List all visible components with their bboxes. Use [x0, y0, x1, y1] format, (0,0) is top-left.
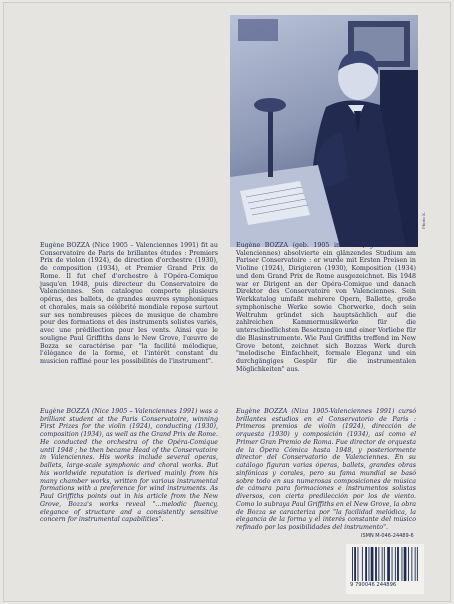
- ismn-number: ISMN M-046-24489-6: [361, 533, 414, 539]
- photo-credit: Photo X.: [421, 211, 426, 229]
- barcode-digits: 9 790046 244896: [350, 582, 397, 588]
- barcode: [346, 544, 424, 594]
- back-cover-page: [3, 2, 451, 602]
- biography-spanish: Eugène BOZZA (Niza 1905-Valenciennes 1991) cursó brillantes estudios en el Conservatorio de Paris : Primeros premios de violín (1924), dirección de orquesta (1930) y composición (1934), así como el Primer Gran Premio de Roma. Fue director de orquesta de la Ópera Cómica hasta 1948, y posteriormente director del Conservatorio de Valenciennes. En su catálogo figuran varias óperas, ballets, grandes obras sinfónicas y corales, pero su fama mundial se basó sobre todo en sus numerosas composiciones de música de cámara para formaciones e instrumentos solistas diversos, con cierta predilección por los de viento. Como lo subraya Paul Griffiths en el New Grove, la obra de Bozza se caracteriza por "la facilidad melódica, la elegancia de la forma y el interés constante del músico refinado por las posibilidades del instrumento".: [236, 408, 416, 532]
- biography-english: Eugène BOZZA (Nice 1905 – Valenciennes 1991) was a brilliant student at the Paris Conservatoire, winning First Prizes for the violin (1924), conducting (1930), composition (1934), as well as the Grand Prix de Rome. He conducted the orchestra of the Opéra-Comique until 1948 ; he then became Head of the Conservatoire in Valenciennes. His works include several operas, ballets, large-scale symphonic and choral works. But his worldwide reputation is derived mainly from his many chamber works, written for various instrumental formations with a preference for wind instruments. As Paul Griffiths points out in his article from the New Grove, Bozza's works reveal "...melodic fluency, elegance of structure and a consistently sensitive concern for instrumental capabilities".: [40, 408, 218, 524]
- composer-photo: [230, 15, 418, 247]
- biography-french: Eugène BOZZA (Nice 1905 – Valenciennes 1991) fit au Conservatoire de Paris de brillantes études : Premiers Prix de violon (1924), de direction d'orchestre (1930), de composition (1934), et Premier Grand Prix de Rome. Il fut chef d'orchestre à l'Opéra-Comique jusqu'en 1948, puis directeur du Conservatoire de Valenciennes. Son catalogue comporte plusieurs opéras, des ballets, de grandes œuvres symphoniques et chorales, mais sa célébrité mondiale repose surtout sur ses nombreuses pièces de musique de chambre pour des formations et des instruments solistes variés, avec une prédilection pour les vents. Ainsi que le souligne Paul Griffiths dans le New Grove, l'œuvre de Bozza se caractérise par "la facilité mélodique, l'élégance de la forme, et l'intérêt constant du musicien raffiné pour les possibilités de l'instrument".: [40, 242, 218, 366]
- biography-german: Eugène BOZZA (geb. 1905 in Nizza, gest. 1991 in Valenciennes) absolvierte ein glänzendes Studium am Pariser Conservatoire : er wurde mit Ersten Preisen in Violine (1924), Dirigieren (1930), Komposition (1934) und dem Grand Prix de Rome ausgezeichnet. Bis 1948 war er Dirigent an der Opéra-Comique und danach Direktor des Conservatoire von Valenciennes. Sein Werkkatalog umfaßt mehrere Opern, Ballette, große symphonische Werke sowie Chorwerke, doch sein Weltruhm gründet sich hauptsächlich auf die zahlreichen Kammermusikwerke für die unterschiedlichsten Besetzungen und einer Vorliebe für die Blasinstrumente. Wie Paul Griffiths treffend im New Grove betont, zeichnet sich Bozzas Werk durch "melodische Einfachheit, formale Eleganz und ein durchgängiges Gespür für die instrumentalen Möglichkeiten" aus.: [236, 242, 416, 373]
